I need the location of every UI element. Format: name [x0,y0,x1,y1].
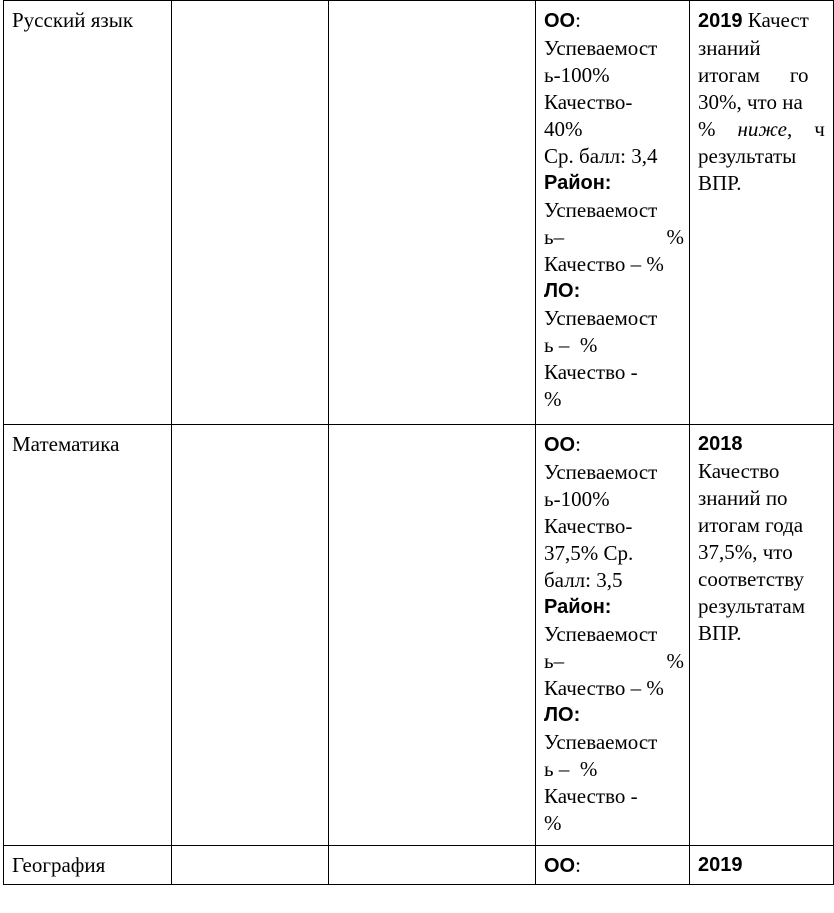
subject-cell [4,1,172,425]
table-row [4,425,834,846]
results-cell: ОО: Успеваемост ь-100% Качество- 37,5% Ср. балл: 3,5 Район: Успеваемост ь– % Качество – % ЛО: Успеваемост ь – % Качество - % [536,425,690,846]
comment-year: 2018 [698,433,743,455]
subject-name: Русский язык [12,8,134,32]
comment-cell: 2019 Качест знаний итогам го 30%, что на % ниже, ч результаты ВПР. [690,1,834,425]
results-cell: ОО: Успеваемост ь-100% Качество- 40% Ср. балл: 3,4 Район: Успеваемост ь– % Качество – % ЛО: Успеваемост ь – % Качество - % [536,1,690,425]
average-score: Ср. балл: 3,4 [544,144,658,168]
subject-cell [4,846,172,885]
results-cell: ОО: [536,846,690,885]
oo-label: ОО [544,434,576,456]
comment-cell: 2018 Качество знаний по итогам года 37,5%, что соответству результатам ВПР. [690,425,834,846]
empty-cell [172,1,329,425]
empty-cell [172,846,329,885]
empty-cell [329,846,536,885]
subjects-table [3,0,834,885]
table-row [4,1,834,425]
subject-name: География [12,853,106,877]
subject-name: Математика [12,432,120,456]
comment-cell [690,846,834,885]
district-label: Район: [544,596,612,618]
empty-cell [329,1,536,425]
oo-label: ОО [544,855,576,877]
lo-label: ЛО: [544,280,581,302]
empty-cell [172,425,329,846]
average-score: балл: 3,5 [544,568,623,592]
comment-year: 2019 [698,854,743,876]
comment-year: 2019 [698,10,743,32]
lo-label: ЛО: [544,704,581,726]
table-row [4,846,834,885]
subject-cell [4,425,172,846]
empty-cell [329,425,536,846]
oo-label: ОО [544,10,576,32]
district-label: Район: [544,172,612,194]
